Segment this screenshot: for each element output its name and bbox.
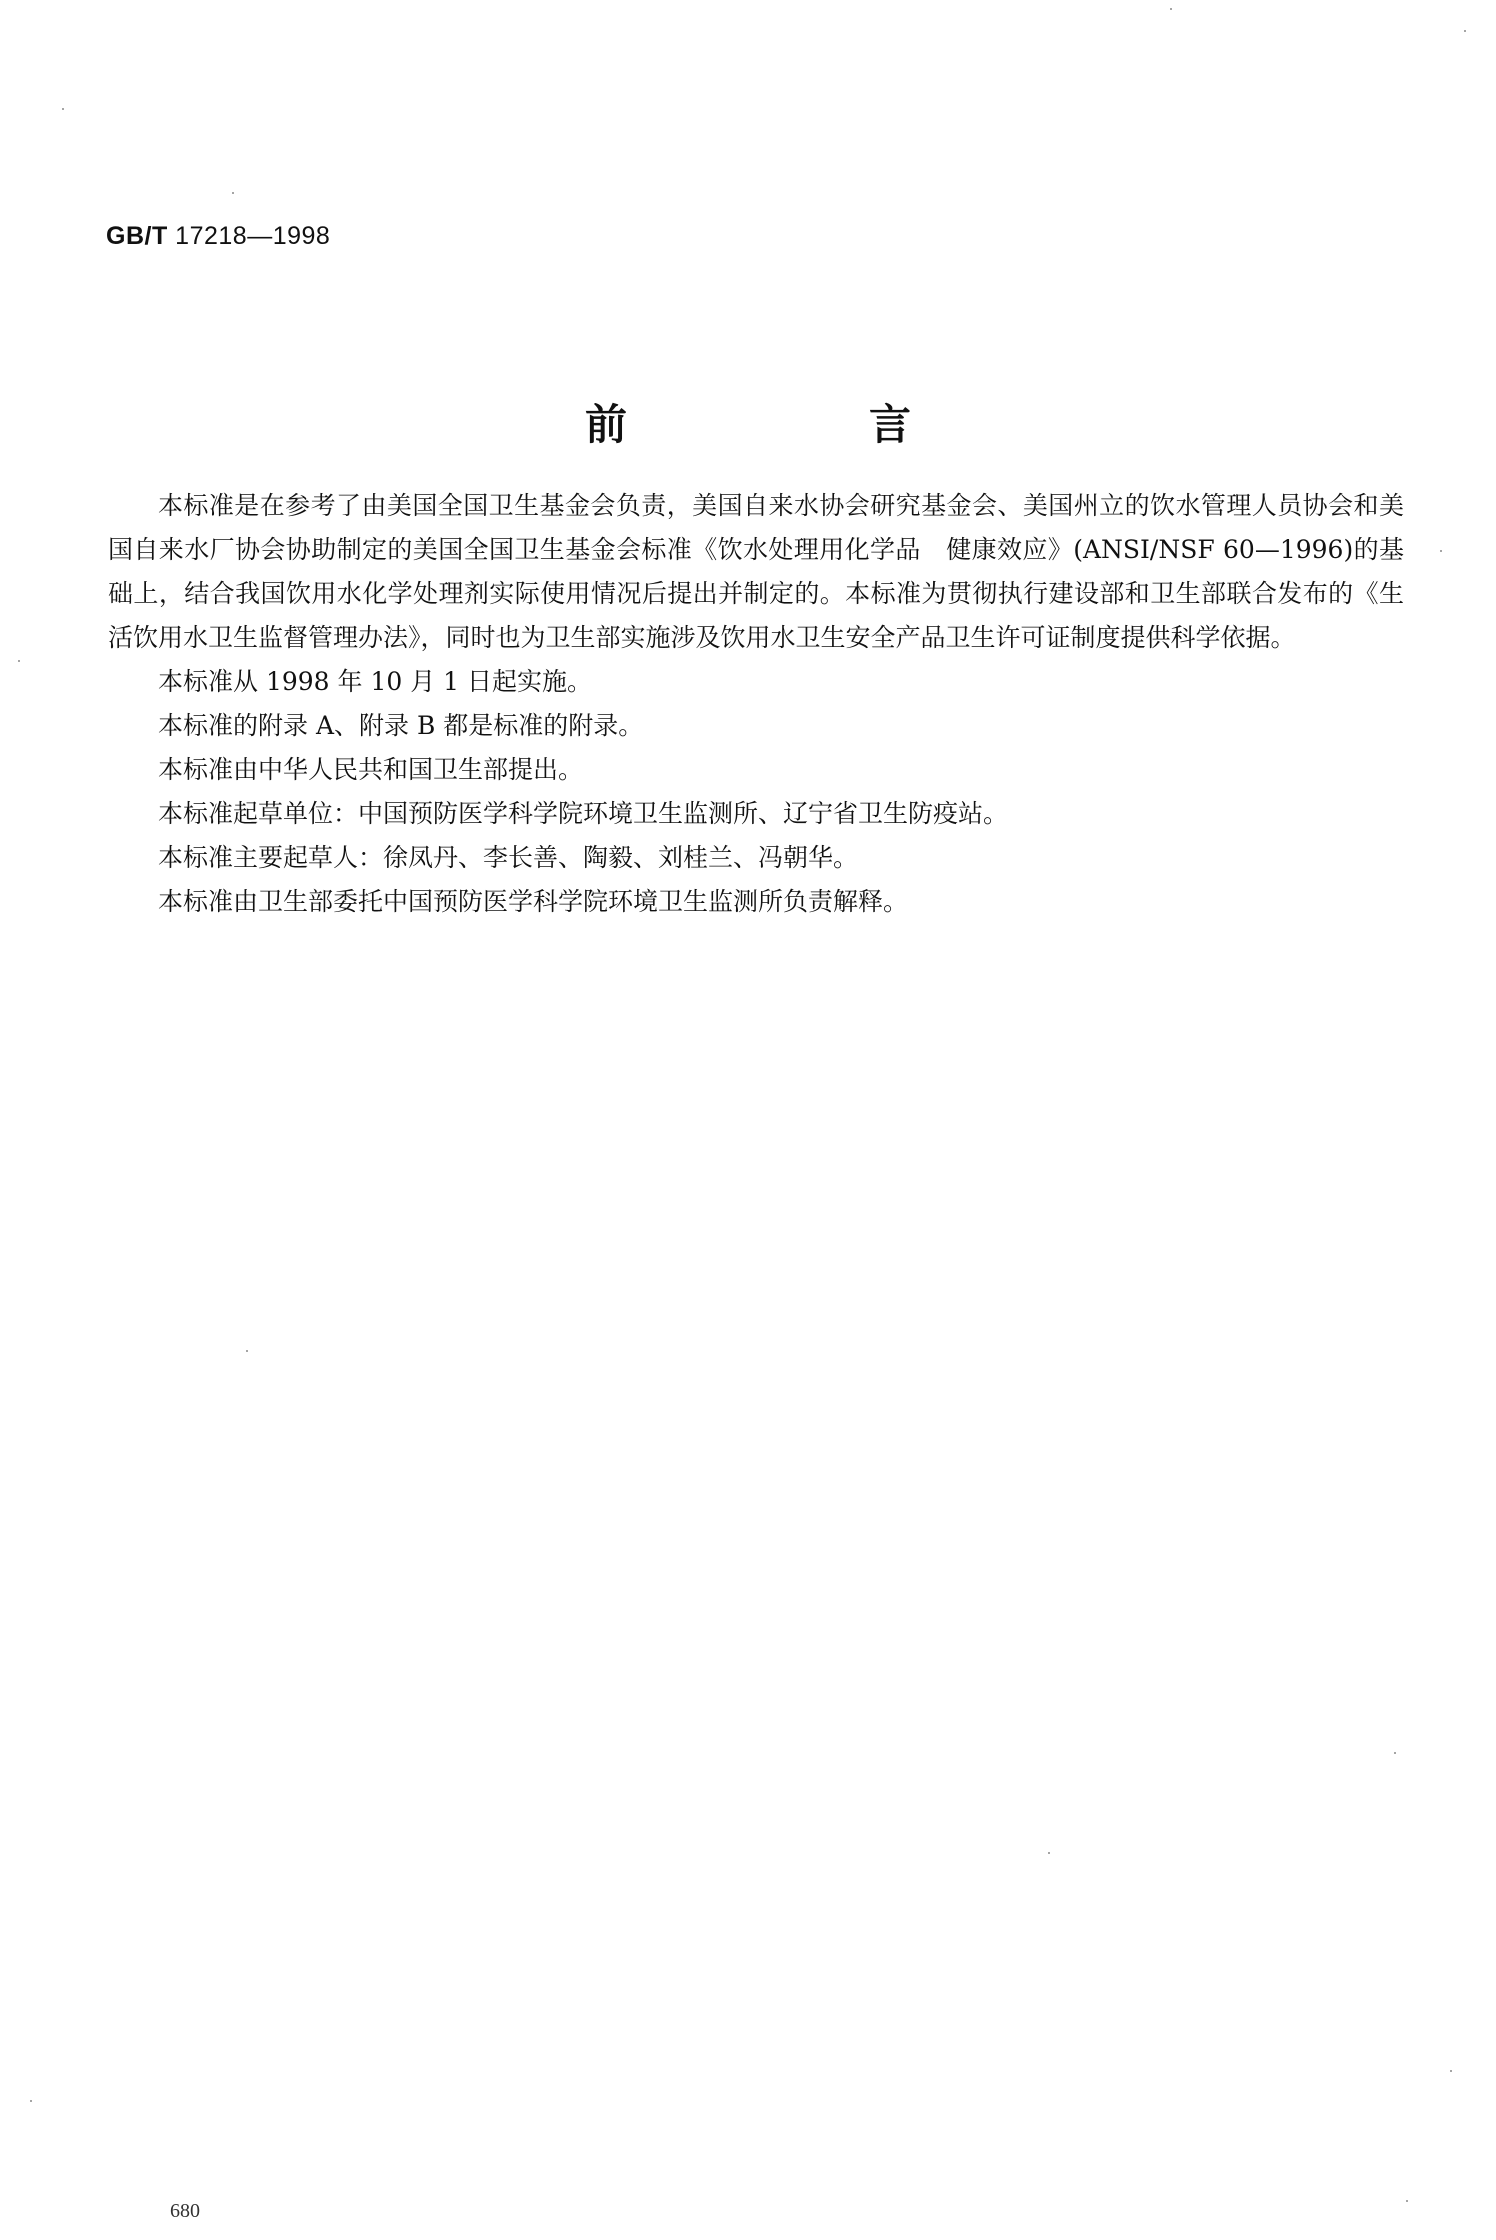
foreword-paragraph: 本标准由中华人民共和国卫生部提出。	[158, 755, 584, 784]
page-number: 680	[170, 2200, 200, 2222]
scan-speck	[30, 2100, 32, 2102]
scan-speck	[1048, 1852, 1050, 1854]
scan-speck	[246, 1350, 248, 1352]
foreword-paragraph: 本标准的附录 A、附录 B 都是标准的附录。	[158, 711, 644, 740]
scan-speck	[1406, 2200, 1408, 2202]
foreword-paragraph: 本标准起草单位：中国预防医学科学院环境卫生监测所、辽宁省卫生防疫站。	[158, 799, 1009, 828]
scan-speck	[1170, 8, 1172, 10]
scan-speck	[1450, 2070, 1452, 2072]
foreword-body	[108, 484, 1404, 924]
scan-speck	[62, 108, 64, 110]
scan-speck	[18, 660, 20, 662]
foreword-paragraph: 本标准是在参考了由美国全国卫生基金会负责，美国自来水协会研究基金会、美国州立的饮水管理人员协会和美国自来水厂协会协助制定的美国全国卫生基金会标准《饮水处理用化学品 健康效应》(ANSI/NSF 60—1996)的基础上，结合我国饮用水化学处理剂实际使用情况后提出并制定的。本标准为贯彻执行建设部和卫生部联合发布的《生活饮用水卫生监督管理办法》，同时也为卫生部实施涉及饮用水卫生安全产品卫生许可证制度提供科学依据。	[108, 491, 1404, 652]
scan-speck	[1440, 550, 1442, 552]
scan-speck	[232, 192, 234, 194]
standard-number: 17218—1998	[175, 222, 331, 250]
scan-speck	[1464, 30, 1466, 32]
foreword-paragraph: 本标准从 1998 年 10 月 1 日起实施。	[158, 667, 593, 696]
foreword-paragraph: 本标准主要起草人：徐凤丹、李长善、陶毅、刘桂兰、冯朝华。	[158, 843, 859, 872]
standard-prefix: GB/T	[106, 222, 168, 250]
scan-speck	[1394, 1752, 1396, 1754]
section-title: 前 言	[584, 400, 1011, 449]
foreword-paragraph: 本标准由卫生部委托中国预防医学科学院环境卫生监测所负责解释。	[158, 887, 909, 916]
standard-code	[106, 222, 330, 251]
